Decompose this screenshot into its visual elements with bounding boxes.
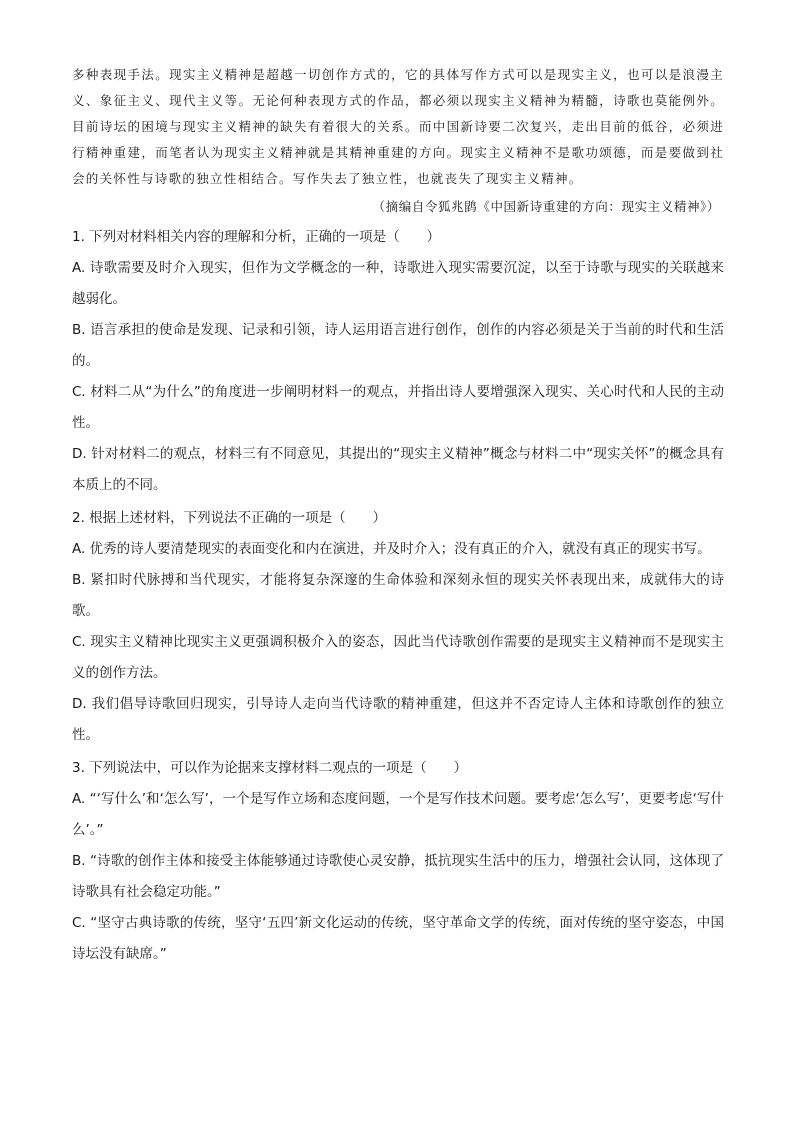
option-c: C. “坚守古典诗歌的传统，坚守‘五四’新文化运动的传统，坚守革命文学的传统，面对传统的坚守姿态，中国诗坛没有缺席。”: [72, 915, 724, 962]
option-c: C. 现实主义精神比现实主义更强调积极介入的姿态，因此当代诗歌创作需要的是现实主义精神而不是现实主义的创作方法。: [72, 634, 724, 681]
question-stem: 3. 下列说法中，可以作为论据来支撑材料二观点的一项是（ ）: [72, 760, 468, 776]
option-d: D. 我们倡导诗歌回归现实，引导诗人走向当代诗歌的精神重建，但这并不否定诗人主体和诗歌创作的独立性。: [72, 696, 724, 743]
option-b: B. 语言承担的使命是发现、记录和引领，诗人运用语言进行创作，创作的内容必须是关于当前的时代和生活的。: [72, 322, 724, 369]
question-stem: 2. 根据上述材料，下列说法不正确的一项是（ ）: [72, 510, 387, 526]
question-2: [72, 503, 724, 751]
question-1: [72, 222, 724, 501]
option-c: C. 材料二从“为什么”的角度进一步阐明材料一的观点，并指出诗人要增强深入现实、关心时代和人民的主动性。: [72, 384, 724, 431]
option-b: B. 紧扣时代脉搏和当代现实，才能将复杂深邃的生命体验和深刻永恒的现实关怀表现出来，成就伟大的诗歌。: [72, 572, 724, 619]
option-b: B. “诗歌的创作主体和接受主体能够通过诗歌使心灵安静，抵抗现实生活中的压力，增强社会认同，这体现了诗歌具有社会稳定功能。”: [72, 853, 724, 900]
passage-source: （摘编自令狐兆鹍《中国新诗重建的方向：现实主义精神》）: [372, 199, 720, 214]
reading-passage: [72, 62, 724, 220]
passage-paragraph: 多种表现手法。现实主义精神是超越一切创作方式的，它的具体写作方式可以是现实主义，也可以是浪漫主义、象征主义、现代主义等。无论何种表现方式的作品，都必须以现实主义精神为精髓，诗歌也莫能例外。目前诗坛的困境与现实主义精神的缺失有着很大的关系。而中国新诗要二次复兴，走出目前的低谷，必须进行精神重建，而笔者认为现实主义精神就是其精神重建的方向。现实主义精神不是歌功颂德，而是要做到社会的关怀性与诗歌的独立性相结合。写作失去了独立性，也就丧失了现实主义精神。: [72, 67, 724, 186]
question-3: [72, 753, 724, 970]
option-d: D. 针对材料二的观点，材料三有不同意见，其提出的“现实主义精神”概念与材料二中“现实关怀”的概念具有本质上的不同。: [72, 446, 724, 493]
option-a: A. “‘写什么’和‘怎么写’，一个是写作立场和态度问题，一个是写作技术问题。要考虑‘怎么写’，更要考虑‘写什么’。”: [72, 791, 724, 838]
option-a: A. 诗歌需要及时介入现实，但作为文学概念的一种，诗歌进入现实需要沉淀，以至于诗歌与现实的关联越来越弱化。: [72, 260, 724, 307]
option-a: A. 优秀的诗人要清楚现实的表面变化和内在演进，并及时介入；没有真正的介入，就没有真正的现实书写。: [72, 541, 711, 557]
question-stem: 1. 下列对材料相关内容的理解和分析，正确的一项是（ ）: [72, 229, 441, 245]
document-page: [72, 62, 724, 970]
